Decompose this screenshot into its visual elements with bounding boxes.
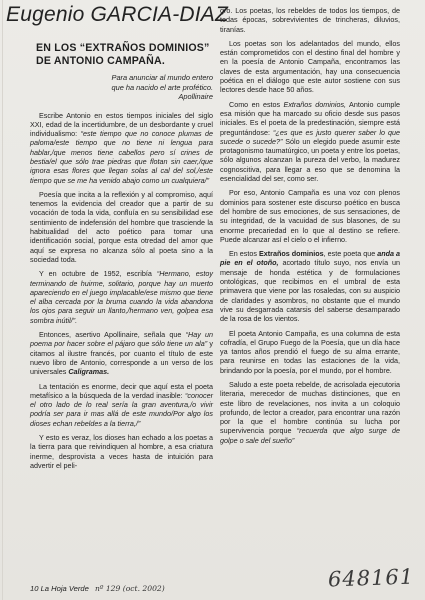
handwritten-issue-note: nº 129 (oct. 2002)	[94, 584, 165, 593]
book-title: Caligramas.	[68, 367, 110, 377]
epigraph-attribution: Apollinaire	[178, 92, 213, 101]
text: acortado título suyo, nos envía un mensaje de honda estética y de formulaciones ontológicas, que recibimos en el umbral de esta primavera que viene por las rosaledas, con su auspicio de claridades y asombros, no obstante que el mundo vive su desgarrada catarsis del saberse desamparado de la rosa de los vientos.	[220, 258, 400, 324]
page-footer	[30, 584, 165, 593]
paragraph	[30, 330, 213, 376]
text: y citamos al ilustre francés, por cuanto el título de este nuevo libro de Antonio, corresponde a un verso de los universales	[30, 339, 214, 377]
paragraph: Y esto es veraz, los dioses han echado a los poetas a la tierra para que reivindiquen al hombre, a esa criatura inerme, desprovista a veces hasta de intuición para advertir el peli-	[30, 433, 213, 470]
paragraph	[30, 269, 213, 325]
text: Y en octubre de 1952, escribía	[39, 269, 157, 279]
book-title: Extraños dominios	[258, 249, 324, 259]
paragraph	[30, 111, 213, 185]
quote: “¿es que es justo querer saber lo que sucede o sucede?”	[220, 127, 400, 146]
text: La tentación es enorme, decir que aquí esta el poeta metafísico a la búsqueda de la verdad inasible:	[30, 381, 213, 400]
epigraph	[30, 73, 213, 102]
paragraph: El poeta Antonio Campaña, es una columna de esta cofradía, el Grupo Fuego de la Poesía, que un día hace ya tantos años prendió el fuego de su alma errante, para reunirse en todas las estaciones de la vida, brindando por la poesía, por el mundo, por el hombre.	[220, 328, 400, 375]
quote: “Hermano, estoy terminando de huirme, solitario, porque hay un muerto apareciendo en el juego implacable/ese mismo que tiene el alba cercada por la bruma cuando la vida abandona los ojos para seguir un llanto,/hermano ven, golpea esa sombra inútil/”.	[30, 269, 213, 325]
page-number: 10	[30, 584, 39, 593]
paragraph: Poesía que incita a la reflexión y al compromiso, aquí tenemos la evidencia del creador que a partir de su vocación de toda la vida, confluía en su sensibilidad ese sentimiento de indefensión del hombre que trasciende la habitualidad del acto poético para tomar una identificación social, porque esta otredad del amor que aquí se expresa no alcanza sólo al poeta sino a la sociedad toda.	[30, 189, 213, 264]
book-title: Extraños dominios,	[283, 99, 347, 109]
handwritten-catalog-number: 648161	[327, 564, 415, 592]
text: , este poeta que	[323, 249, 378, 259]
text: Como en estos	[229, 99, 284, 109]
quote: “recuerda que algo surge de golpe o sale del sueño”	[220, 426, 400, 445]
paragraph: Por eso, Antonio Campaña es una voz con plenos dominios para sostener este discurso poético en busca del hombre de sus emociones, de sus sensaciones, de su integridad, de la vacuidad de sus blasones, de su enorme precariedad en lo que al destino se refiere. Puede alcanzar así el cielo o el infierno.	[220, 188, 400, 244]
paragraph	[220, 100, 400, 184]
paragraph	[220, 249, 400, 323]
paragraph	[30, 382, 213, 428]
text: Entonces, asertivo Apollinaire, señala que	[39, 330, 186, 340]
text: Antonio cumple esa misión que ha marcado su oficio desde sus pasos iniciales. Es el poeta de la predestinación, siempre está preguntándose:	[220, 99, 400, 137]
title-line-2: DE ANTONIO CAMPAÑA.	[36, 54, 165, 67]
page-edge	[2, 0, 3, 600]
quote: “este tiempo que no conoce plumas de paloma/este tiempo que no tiene ni lengua para hablar,/que menos tiene cabellos pero sí crines de bestia/el que sólo trae piedras que flotan sin caer,/que ignora esas flores que llegan solas al cal del sol,/este tiempo que se me ha venido abajo como un cualquiera/”	[30, 129, 213, 185]
paragraph: Los poetas son los adelantados del mundo, ellos están comprometidos con el destino final del hombre y en la poesía de Antonio Campaña, encontramos las claves de esta argumentación, hay una consecuencia poética en el diálogo que este autor sostiene con sus lectores desde hace 50 años.	[220, 38, 400, 95]
magazine-name: La Hoja Verde	[40, 584, 89, 593]
book-title: anda a pie en el otoño,	[220, 249, 401, 268]
text: Sólo un elegido puede asumir este protagonismo taumatúrgico, un poeta y entre los poetas, sólo algunos alcanzan la pureza del verbo, la madurez cognoscitiva, para llegar a eso que se denomina la esencialidad del ser, como ser.	[220, 136, 400, 184]
right-column	[220, 6, 400, 450]
epigraph-line-2: que ha nacido el arte profético.	[111, 82, 213, 92]
text: En estos	[229, 249, 259, 259]
text: Saludo a este poeta rebelde, de acrisolada ejecutoria literaria, merecedor de muchas distinciones, que en este libro de revelaciones, nos invita a un coloquio profundo, de lector a creador, para encontrar una razón por la que el hombre continúa su lucha por supervivencia porque	[220, 379, 400, 436]
quote: “conocer el otro lado de lo real sería la gran aventura,/o vivir podría ser para ir mas allá de este mundo/Por algo los dioses echan rebeldes a la tierra,/”	[30, 390, 213, 428]
paragraph	[220, 380, 400, 445]
article-title	[36, 42, 213, 67]
text: Escribe Antonio en estos tiempos iniciales del siglo XXI, edad de la incertidumbre, de un desbordante y cruel individualismo:	[30, 110, 213, 139]
title-line-1: EN LOS “EXTRAÑOS DOMINIOS”	[36, 42, 210, 54]
author-name: Eugenio GARCIA-DIAZ	[6, 3, 229, 26]
epigraph-line-1: Para anunciar al mundo entero	[111, 73, 213, 82]
paragraph: gro. Los poetas, los rebeldes de todos los tiempos, de todas épocas, sobrevivientes de trincheras, diluvios, tiranías.	[220, 6, 400, 34]
quote: “Hay un poema por hacer sobre el pájaro que sólo tiene un ala”	[30, 330, 214, 349]
left-column	[30, 42, 213, 475]
